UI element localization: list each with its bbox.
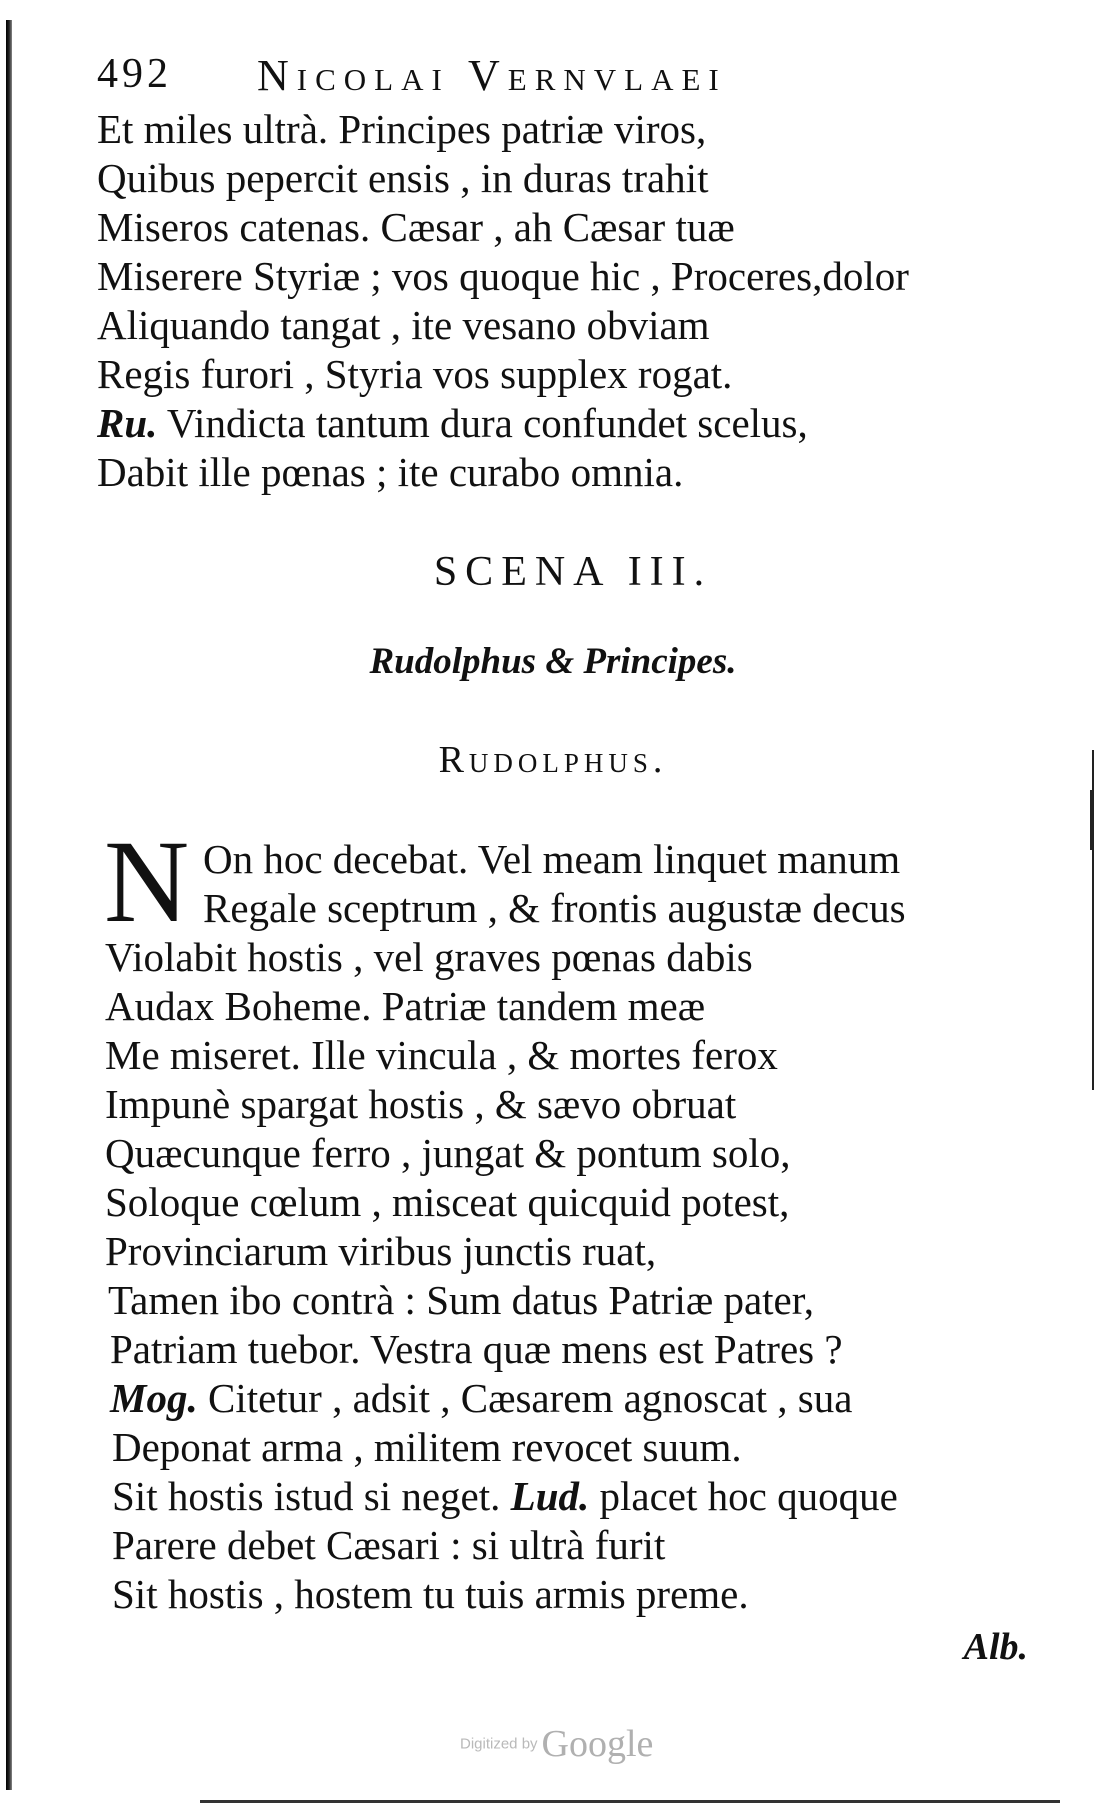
verse-line: Patriam tuebor. Vestra quæ mens est Patres ? [110, 1326, 843, 1372]
verse-line: Ru. Vindicta tantum dura confundet scelus, [97, 400, 808, 446]
page-bottom-edge [200, 1800, 1060, 1803]
verse-line: Dabit ille pœnas ; ite curabo omnia. [97, 449, 684, 495]
verse-line: Quibus pepercit ensis , in duras trahit [97, 155, 709, 201]
verse-line: Audax Boheme. Patriæ tandem meæ [105, 983, 706, 1029]
speaker-name: Mog. [110, 1375, 198, 1421]
digitization-watermark [460, 1722, 653, 1766]
scene-persons: Rudolphus & Principes. [369, 641, 737, 682]
verse-line: Miserere Styriæ ; vos quoque hic , Proceres,dolor [97, 253, 909, 299]
verse-line: Et miles ultrà. Principes patriæ viros, [97, 106, 707, 152]
verse-line: Impunè spargat hostis , & sævo obruat [105, 1081, 737, 1127]
google-logo: Google [541, 1723, 654, 1765]
running-title: Nicolai Vernvlaei [257, 51, 727, 100]
verse-line: Mog. Citetur , adsit , Cæsarem agnoscat , sua [110, 1375, 853, 1421]
verse-line: Violabit hostis , vel graves pœnas dabis [105, 934, 753, 980]
catchword: Alb. [963, 1626, 1028, 1668]
verse-line: Aliquando tangat , ite vesano obviam [97, 302, 710, 348]
verse-line: Regale sceptrum , & frontis augustæ decus [203, 885, 906, 931]
verse-line: Deponat arma , militem revocet suum. [112, 1424, 742, 1470]
verse-line: Sit hostis istud si neget. Lud. placet hoc quoque [112, 1473, 898, 1519]
speaker-name: Ru. [97, 400, 158, 446]
verse-line: Miseros catenas. Cæsar , ah Cæsar tuæ [97, 204, 735, 250]
speaker-name: Lud. [510, 1473, 590, 1519]
drop-capital: N [104, 816, 190, 947]
page-header [97, 50, 1037, 100]
verse-line: Quæcunque ferro , jungat & pontum solo, [105, 1130, 791, 1176]
speaker-heading: Rudolphus. [438, 739, 668, 781]
page-number: 492 [97, 51, 172, 97]
verse-line: Tamen ibo contrà : Sum datus Patriæ pater, [108, 1277, 815, 1323]
scene-title: SCENA III. [433, 549, 713, 595]
watermark-prefix: Digitized by [460, 1735, 538, 1753]
verse-line: Soloque cœlum , misceat quicquid potest, [105, 1179, 790, 1225]
verse-line: Sit hostis , hostem tu tuis armis preme. [112, 1571, 749, 1617]
verse-line: Me miseret. Ille vincula , & mortes ferox [105, 1032, 778, 1078]
margin-mark [1090, 790, 1093, 850]
verse-line: Regis furori , Styria vos supplex rogat. [97, 351, 733, 397]
page-edge-shadow [6, 20, 12, 1790]
verse-line: On hoc decebat. Vel meam linquet manum [203, 836, 901, 882]
verse-line: Provinciarum viribus junctis ruat, [105, 1228, 657, 1274]
verse-line: Parere debet Cæsari : si ultrà furit [112, 1522, 666, 1568]
